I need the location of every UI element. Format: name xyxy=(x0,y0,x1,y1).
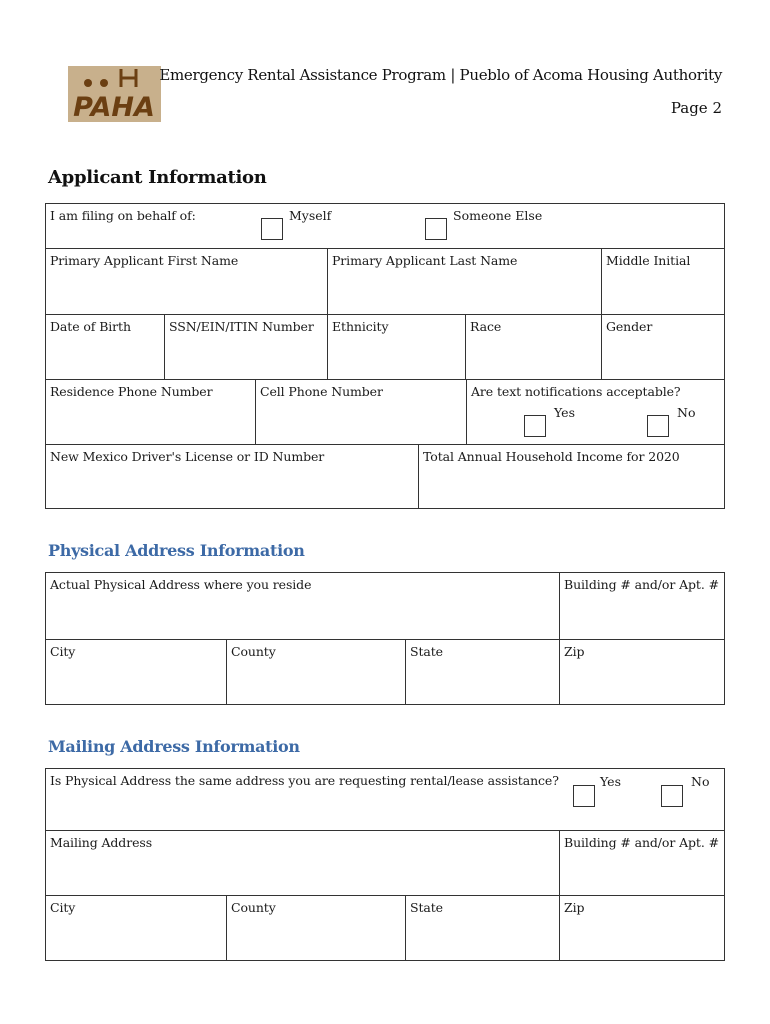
filing-label: I am filing on behalf of: xyxy=(50,208,196,223)
mailing-city-field[interactable]: City xyxy=(50,900,76,915)
mailing-zip-field[interactable]: Zip xyxy=(564,900,585,915)
physical-address-form xyxy=(45,572,725,705)
same-yes-checkbox[interactable] xyxy=(573,785,595,807)
first-name-field[interactable]: Primary Applicant First Name xyxy=(50,253,239,268)
text-no-checkbox[interactable] xyxy=(647,415,669,437)
ethnicity-field[interactable]: Ethnicity xyxy=(332,319,389,334)
mailing-address-form xyxy=(45,768,725,961)
logo-text: PAHA xyxy=(73,92,155,122)
same-address-question: Is Physical Address the same address you are requesting rental/lease assistance? xyxy=(50,773,559,788)
physical-state-field[interactable]: State xyxy=(410,644,443,659)
paha-logo xyxy=(68,66,161,122)
text-yes-checkbox[interactable] xyxy=(524,415,546,437)
mailing-state-field[interactable]: State xyxy=(410,900,443,915)
someone-else-label: Someone Else xyxy=(453,208,543,223)
physical-heading: Physical Address Information xyxy=(48,541,305,560)
applicant-heading: Applicant Information xyxy=(48,167,267,188)
myself-checkbox[interactable] xyxy=(261,218,283,240)
mailing-county-field[interactable]: County xyxy=(231,900,276,915)
income-field[interactable]: Total Annual Household Income for 2020 xyxy=(423,449,680,464)
gender-field[interactable]: Gender xyxy=(606,319,653,334)
mailing-address-field[interactable]: Mailing Address xyxy=(50,835,153,850)
physical-zip-field[interactable]: Zip xyxy=(564,644,585,659)
someone-else-checkbox[interactable] xyxy=(425,218,447,240)
logo-mark-icon xyxy=(68,66,161,122)
physical-address-field[interactable]: Actual Physical Address where you reside xyxy=(50,577,312,592)
race-field[interactable]: Race xyxy=(470,319,502,334)
last-name-field[interactable]: Primary Applicant Last Name xyxy=(332,253,518,268)
same-no-label: No xyxy=(691,774,710,789)
same-yes-label: Yes xyxy=(600,774,621,789)
dob-field[interactable]: Date of Birth xyxy=(50,319,131,334)
cell-phone-field[interactable]: Cell Phone Number xyxy=(260,384,383,399)
physical-building-field[interactable]: Building # and/or Apt. # xyxy=(564,577,719,592)
text-yes-label: Yes xyxy=(554,405,575,420)
document-title: Emergency Rental Assistance Program | Pueblo of Acoma Housing Authority xyxy=(159,66,722,84)
text-no-label: No xyxy=(677,405,696,420)
text-notifications-label: Are text notifications acceptable? xyxy=(471,384,681,399)
mailing-heading: Mailing Address Information xyxy=(48,737,300,756)
physical-county-field[interactable]: County xyxy=(231,644,276,659)
myself-label: Myself xyxy=(289,208,332,223)
physical-city-field[interactable]: City xyxy=(50,644,76,659)
page-number: Page 2 xyxy=(670,99,722,117)
mailing-building-field[interactable]: Building # and/or Apt. # xyxy=(564,835,719,850)
middle-initial-field[interactable]: Middle Initial xyxy=(606,253,691,268)
same-no-checkbox[interactable] xyxy=(661,785,683,807)
residence-phone-field[interactable]: Residence Phone Number xyxy=(50,384,213,399)
applicant-form xyxy=(45,203,725,509)
license-field[interactable]: New Mexico Driver's License or ID Number xyxy=(50,449,325,464)
ssn-field[interactable]: SSN/EIN/ITIN Number xyxy=(169,319,314,334)
